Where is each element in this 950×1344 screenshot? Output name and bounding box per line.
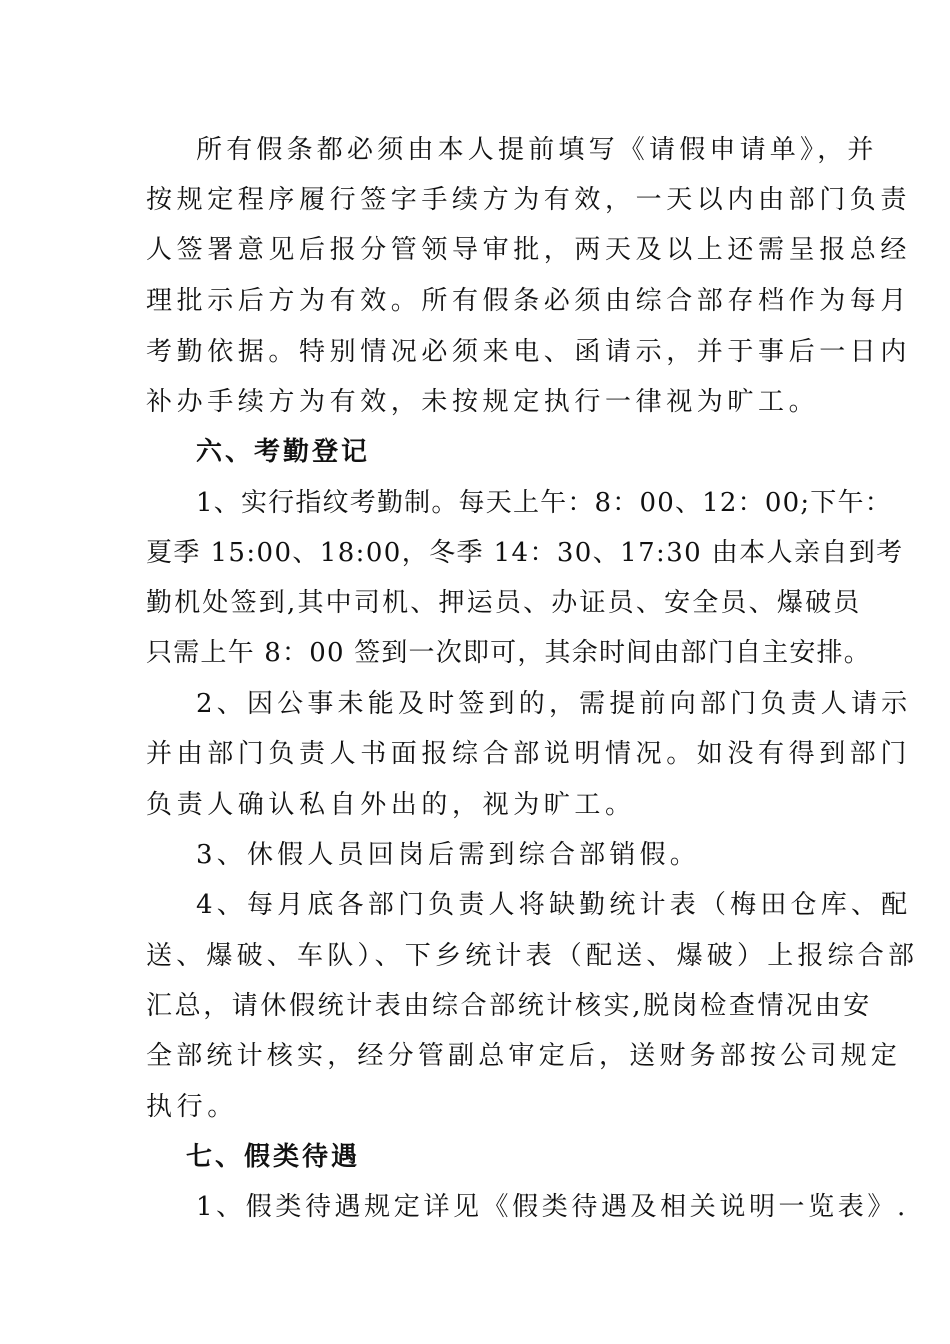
list-item-line: 执行。 — [146, 1092, 238, 1122]
section-heading-leave-benefits: 七、假类待遇 — [186, 1142, 361, 1172]
list-item-line: 只需上午 8：00 签到一次即可，其余时间由部门自主安排。 — [146, 638, 871, 668]
paragraph-line: 人签署意见后报分管领导审批，两天及以上还需呈报总经 — [146, 235, 912, 265]
list-item-line: 1、假类待遇规定详见《假类待遇及相关说明一览表》. — [196, 1192, 909, 1222]
section-heading-attendance: 六、考勤登记 — [196, 437, 371, 467]
paragraph-line: 按规定程序履行签字手续方为有效，一天以内由部门负责 — [146, 185, 912, 215]
list-item-line: 负责人确认私自外出的，视为旷工。 — [146, 790, 636, 820]
list-item-line: 3、休假人员回岗后需到综合部销假。 — [196, 840, 700, 870]
list-item-line: 1、实行指纹考勤制。每天上午：8：00、12：00;下午： — [196, 488, 892, 518]
list-item-line: 4、每月底各部门负责人将缺勤统计表（梅田仓库、配 — [196, 890, 912, 920]
list-item-line: 并由部门负责人书面报综合部说明情况。如没有得到部门 — [146, 739, 912, 769]
paragraph-line: 考勤依据。特别情况必须来电、函请示，并于事后一日内 — [146, 337, 912, 367]
paragraph-line: 理批示后方为有效。所有假条必须由综合部存档作为每月 — [146, 286, 912, 316]
list-item-line: 2、因公事未能及时签到的，需提前向部门负责人请示 — [196, 689, 912, 719]
list-item-line: 汇总，请休假统计表由综合部统计核实,脱岗检查情况由安 — [146, 991, 872, 1021]
list-item-line: 送、爆破、车队）、下乡统计表（配送、爆破）上报综合部 — [146, 941, 919, 971]
paragraph-line: 补办手续方为有效，未按规定执行一律视为旷工。 — [146, 387, 820, 417]
list-item-line: 夏季 15:00、18:00，冬季 14：30、17:30 由本人亲自到考 — [146, 538, 904, 568]
paragraph-line: 所有假条都必须由本人提前填写《请假申请单》，并 — [196, 135, 878, 165]
list-item-line: 勤机处签到,其中司机、押运员、办证员、安全员、爆破员 — [146, 588, 862, 618]
list-item-line: 全部统计核实，经分管副总审定后，送财务部按公司规定 — [146, 1041, 902, 1071]
